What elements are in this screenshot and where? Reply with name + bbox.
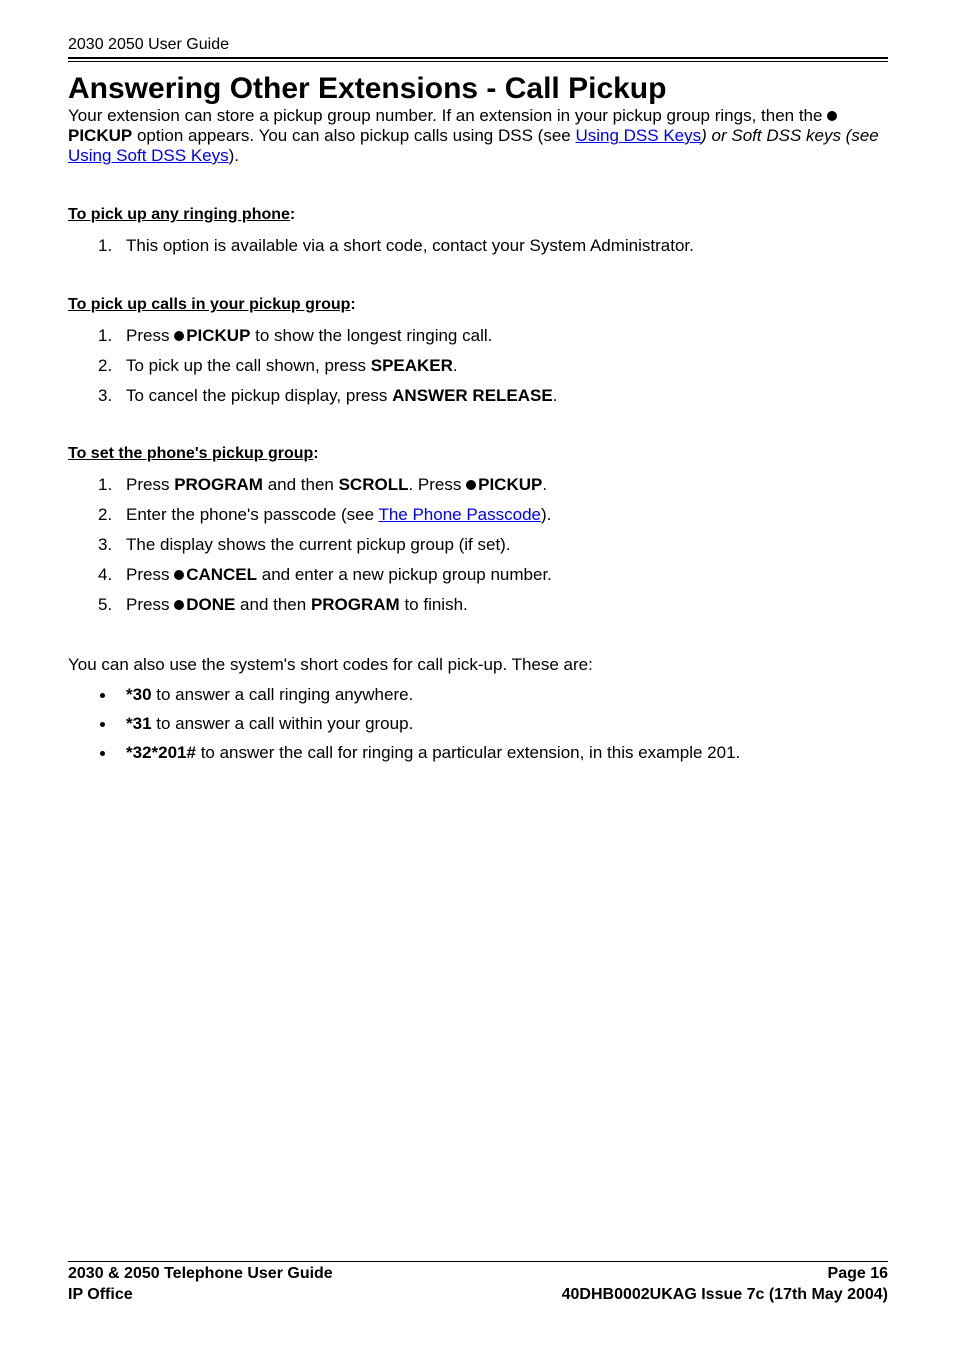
steps-list-set-pickup-group bbox=[68, 475, 888, 625]
phone-passcode-link[interactable]: The Phone Passcode bbox=[378, 505, 541, 524]
page-title: Answering Other Extensions - Call Pickup bbox=[68, 72, 667, 105]
short-code: *32*201# bbox=[126, 743, 196, 762]
step-number: 1. bbox=[98, 326, 113, 345]
steps-list-pickup-group bbox=[68, 326, 888, 416]
softkey-dot-icon bbox=[466, 480, 476, 490]
short-code-description: to answer a call ringing anywhere. bbox=[151, 685, 414, 704]
key-label: DONE bbox=[186, 595, 236, 614]
list-item bbox=[68, 535, 888, 565]
key-label: PROGRAM bbox=[174, 475, 263, 494]
shortcodes-list bbox=[68, 685, 888, 772]
step-text: Press bbox=[126, 326, 175, 345]
bullet-icon bbox=[100, 751, 105, 756]
step-number: 5. bbox=[98, 595, 113, 614]
pickup-key-label: PICKUP bbox=[68, 126, 133, 145]
footer-rule bbox=[68, 1261, 888, 1262]
section-heading-colon: : bbox=[350, 296, 356, 313]
step-text: The display shows the current pickup group (if set). bbox=[126, 535, 511, 554]
step-text: Press bbox=[126, 565, 175, 584]
softkey-dot-icon bbox=[174, 331, 184, 341]
list-item bbox=[68, 236, 888, 266]
key-label: SCROLL bbox=[338, 475, 409, 494]
bullet-icon bbox=[100, 693, 105, 698]
short-code-description: to answer a call within your group. bbox=[151, 714, 414, 733]
step-text: This option is available via a short code, contact your System Administrator. bbox=[126, 236, 694, 255]
step-text: . bbox=[452, 356, 458, 375]
key-label: ANSWER RELEASE bbox=[392, 386, 553, 405]
intro-text-1: Your extension can store a pickup group number. If an extension in your pickup group rings, then the bbox=[68, 106, 828, 125]
intro-paragraph bbox=[68, 106, 898, 166]
list-item bbox=[68, 743, 888, 772]
list-item bbox=[68, 595, 888, 625]
step-text: and then bbox=[262, 475, 339, 494]
key-label: CANCEL bbox=[186, 565, 258, 584]
softkey-dot-icon bbox=[174, 570, 184, 580]
section-heading-text: To pick up calls in your pickup group bbox=[68, 296, 351, 313]
step-text: . Press bbox=[408, 475, 467, 494]
list-item bbox=[68, 326, 888, 356]
step-text: to show the longest ringing call. bbox=[250, 326, 493, 345]
section-heading-colon: : bbox=[313, 445, 319, 462]
key-label: PROGRAM bbox=[310, 595, 400, 614]
step-number: 1. bbox=[98, 236, 113, 255]
short-code: *30 bbox=[126, 685, 152, 704]
section-heading-text: To set the phone's pickup group bbox=[68, 445, 314, 462]
footer-guide-title: 2030 & 2050 Telephone User Guide bbox=[68, 1265, 333, 1282]
softkey-dot-icon bbox=[827, 111, 837, 121]
step-number: 4. bbox=[98, 565, 113, 584]
step-text: ). bbox=[541, 505, 552, 524]
step-text: Press bbox=[126, 595, 175, 614]
short-code: *31 bbox=[126, 714, 152, 733]
list-item bbox=[68, 565, 888, 595]
step-text: and enter a new pickup group number. bbox=[257, 565, 552, 584]
section-heading-text: To pick up any ringing phone bbox=[68, 206, 290, 223]
intro-text-3: ) or Soft DSS keys (see bbox=[701, 126, 879, 145]
footer-row bbox=[68, 1263, 888, 1284]
page-footer bbox=[68, 1263, 888, 1305]
running-header: 2030 2050 User Guide bbox=[68, 36, 229, 53]
step-text: . bbox=[552, 386, 558, 405]
step-number: 2. bbox=[98, 356, 113, 375]
footer-issue: 40DHB0002UKAG Issue 7c (17th May 2004) bbox=[561, 1286, 888, 1303]
list-item bbox=[68, 356, 888, 386]
step-text: . bbox=[542, 475, 548, 494]
intro-text-4: ). bbox=[228, 146, 240, 165]
header-rule bbox=[68, 57, 888, 62]
key-label: PICKUP bbox=[186, 326, 251, 345]
list-item bbox=[68, 714, 888, 743]
key-label: PICKUP bbox=[478, 475, 543, 494]
using-soft-dss-keys-link[interactable]: Using Soft DSS Keys bbox=[68, 146, 229, 165]
step-text: and then bbox=[235, 595, 311, 614]
steps-list-any-ringing bbox=[68, 236, 888, 266]
using-dss-keys-link[interactable]: Using DSS Keys bbox=[575, 126, 702, 145]
step-number: 1. bbox=[98, 475, 113, 494]
footer-page-number: Page 16 bbox=[827, 1265, 888, 1282]
section-heading-colon: : bbox=[289, 206, 296, 223]
section-heading-set-pickup-group bbox=[68, 445, 319, 463]
key-label: SPEAKER bbox=[370, 356, 453, 375]
list-item bbox=[68, 475, 888, 505]
intro-text-2: option appears. You can also pickup calls using DSS (see bbox=[132, 126, 576, 145]
footer-row bbox=[68, 1284, 888, 1305]
section-heading-any-ringing bbox=[68, 206, 295, 224]
step-text: To pick up the call shown, press bbox=[126, 356, 371, 375]
list-item bbox=[68, 386, 888, 416]
footer-product: IP Office bbox=[68, 1286, 133, 1303]
softkey-dot-icon bbox=[174, 600, 184, 610]
step-number: 2. bbox=[98, 505, 113, 524]
short-code-description: to answer the call for ringing a particular extension, in this example 201. bbox=[195, 743, 741, 762]
shortcodes-intro: You can also use the system's short codes for call pick-up. These are: bbox=[68, 655, 593, 674]
step-text: Press bbox=[126, 475, 175, 494]
step-number: 3. bbox=[98, 386, 113, 405]
step-text: To cancel the pickup display, press bbox=[126, 386, 393, 405]
step-number: 3. bbox=[98, 535, 113, 554]
bullet-icon bbox=[100, 722, 105, 727]
step-text: to finish. bbox=[399, 595, 468, 614]
step-text: Enter the phone's passcode (see bbox=[126, 505, 379, 524]
list-item bbox=[68, 685, 888, 714]
list-item bbox=[68, 505, 888, 535]
section-heading-pickup-group bbox=[68, 296, 356, 314]
